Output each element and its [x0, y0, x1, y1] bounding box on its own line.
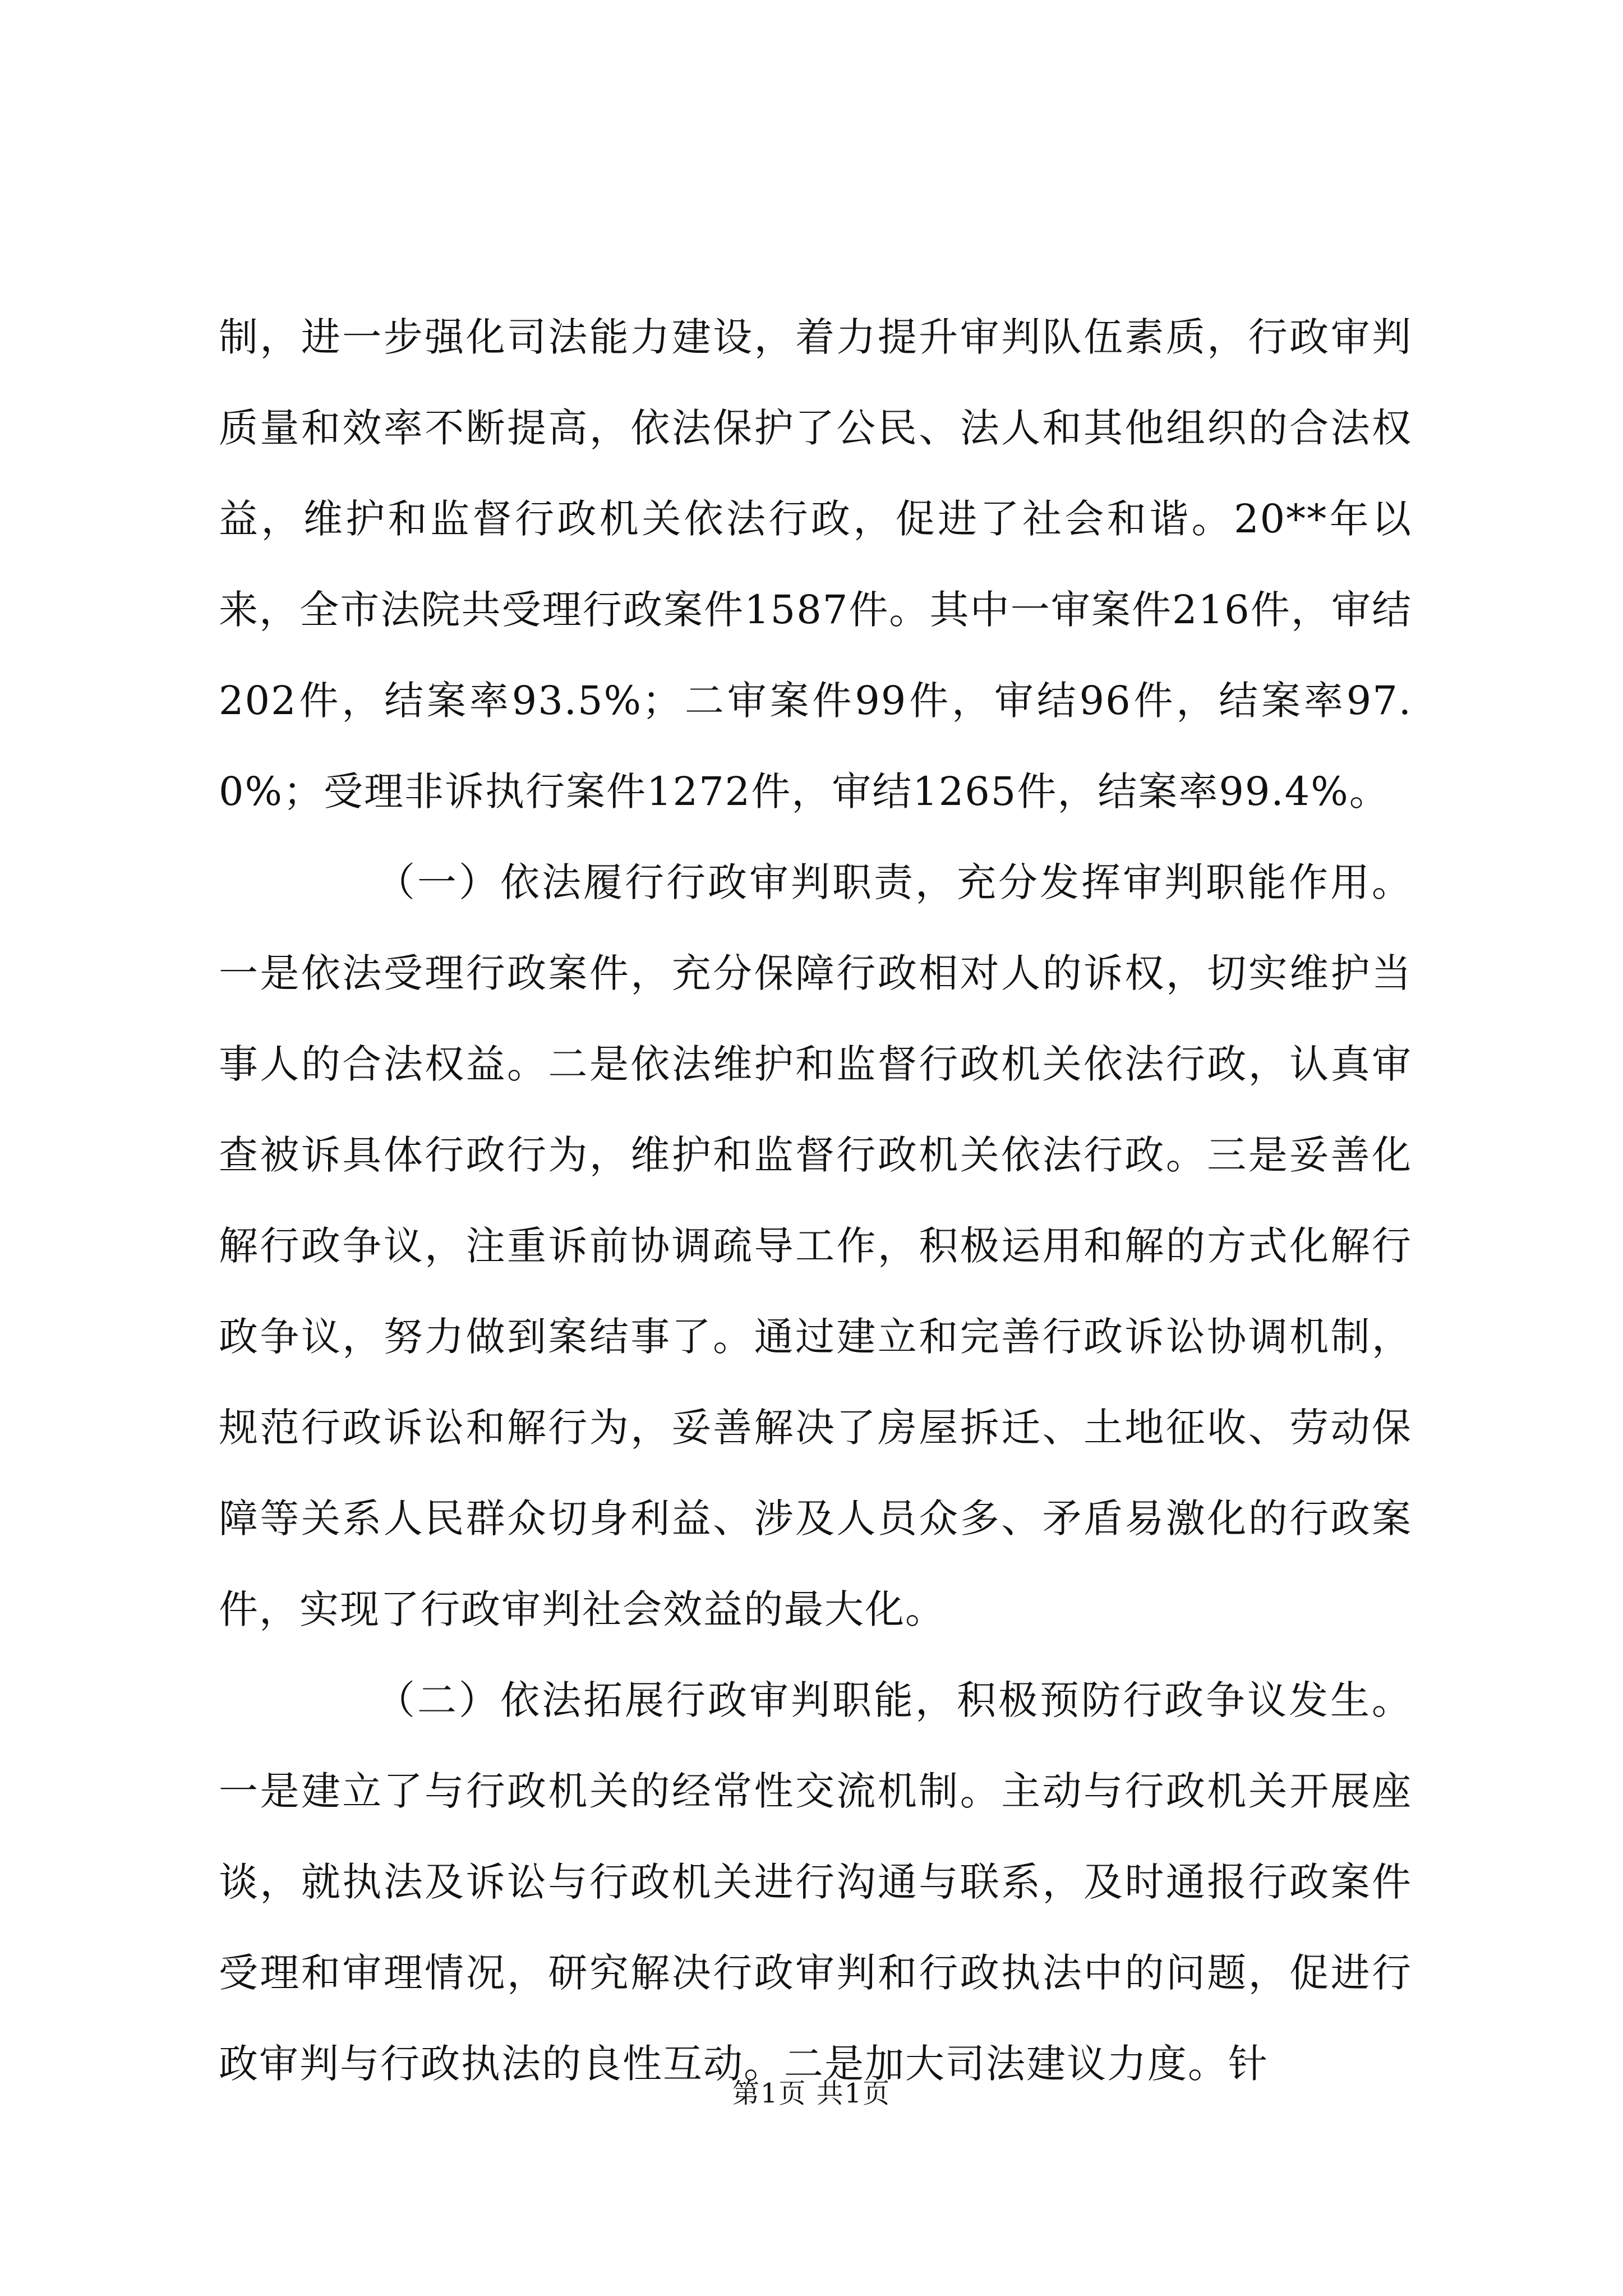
page-footer: 第1页 共1页 — [732, 2078, 891, 2109]
paragraph-section-two: （二）依法拓展行政审判职能，积极预防行政争议发生。一是建立了与行政机关的经常性交流机制。主动与行政机关开展座谈，就执法及诉讼与行政机关进行沟通与联系，及时通报行政案件受理和审理情况，研究解决行政审判和行政执法中的问题，促进行政审判与行政执法的良性互动。二是加大司法建议力度。针 — [219, 1677, 1412, 2087]
document-body — [219, 292, 1412, 2109]
paragraph-section-one: （一）依法履行行政审判职责，充分发挥审判职能作用。一是依法受理行政案件，充分保障行政相对人的诉权，切实维护当事人的合法权益。二是依法维护和监督行政机关依法行政，认真审查被诉具体行政行为，维护和监督行政机关依法行政。三是妥善化解行政争议，注重诉前协调疏导工作，积极运用和解的方式化解行政争议，努力做到案结事了。通过建立和完善行政诉讼协调机制，规范行政诉讼和解行为，妥善解决了房屋拆迁、土地征收、劳动保障等关系人民群众切身利益、涉及人员众多、矛盾易激化的行政案件，实现了行政审判社会效益的最大化。 — [219, 859, 1412, 1632]
paragraph-intro: 制，进一步强化司法能力建设，着力提升审判队伍素质，行政审判质量和效率不断提高，依法保护了公民、法人和其他组织的合法权益，维护和监督行政机关依法行政，促进了社会和谐。20**年以来，全市法院共受理行政案件1587件。其中一审案件216件，审结202件，结案率93.5%；二审案件99件，审结96件，结案率97.0%；受理非诉执行案件1272件，审结1265件，结案率99.4%。 — [219, 314, 1412, 815]
